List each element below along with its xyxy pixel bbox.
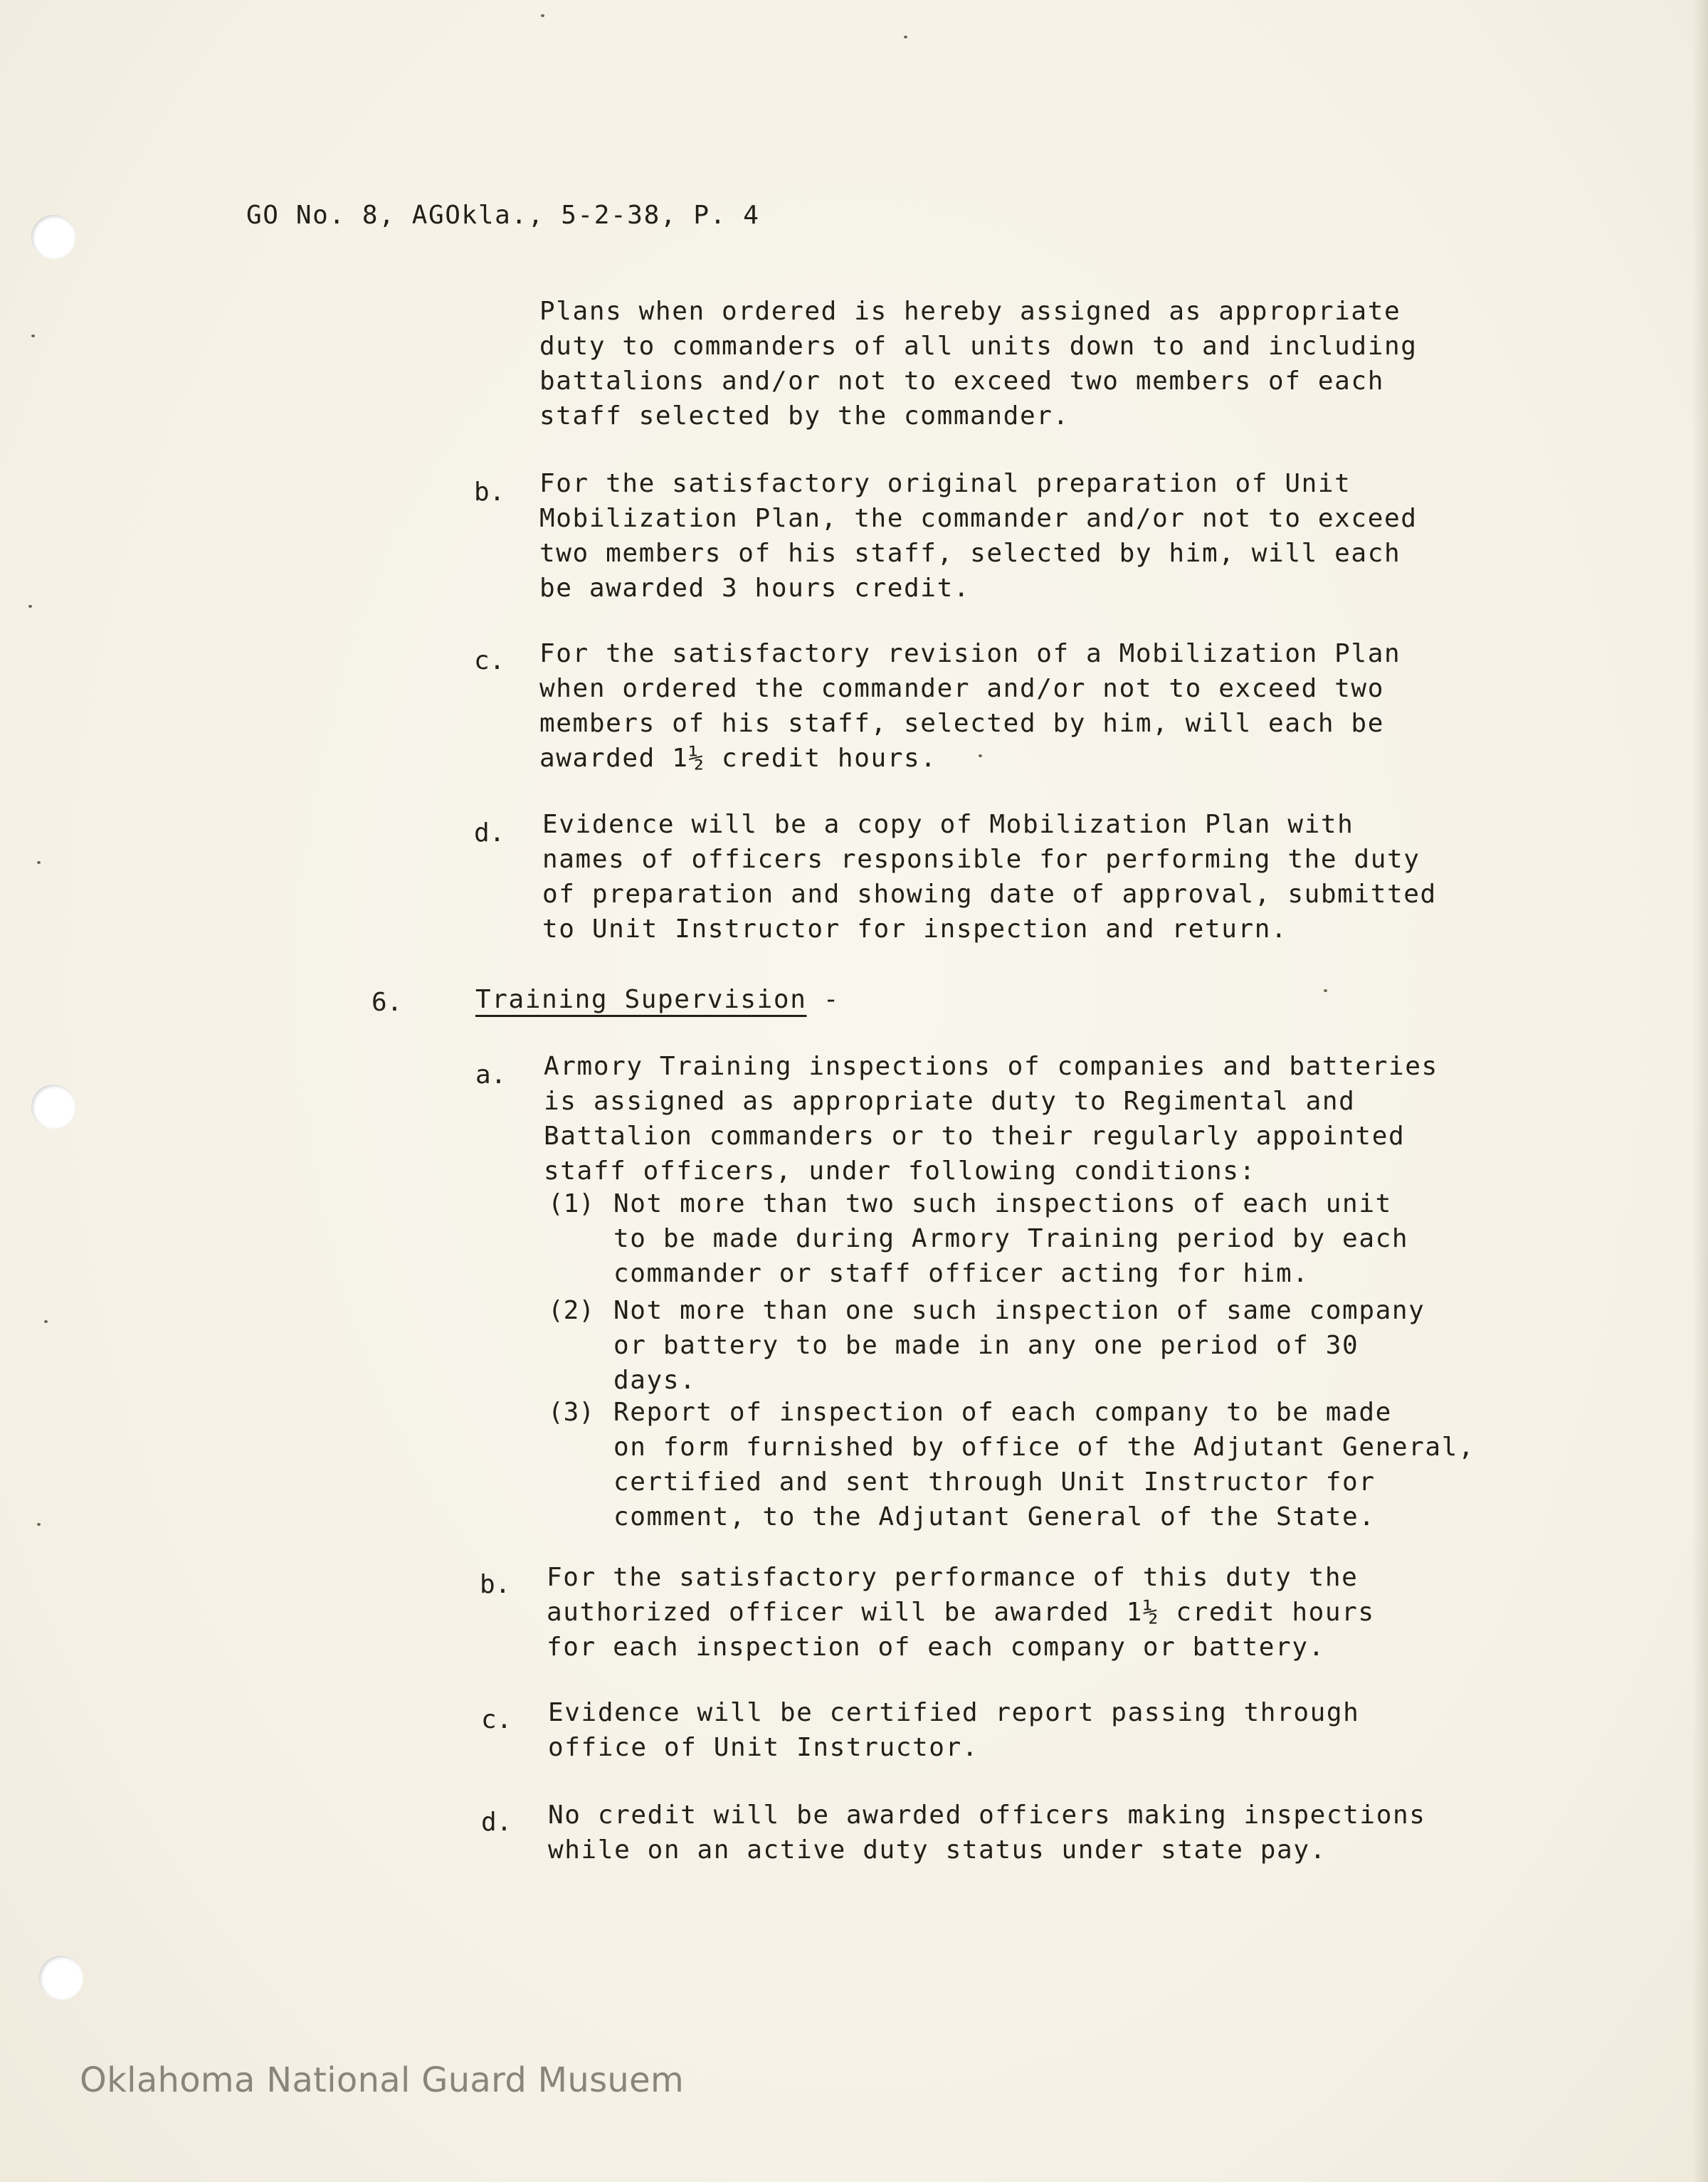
text-line: two members of his staff, selected by him, will each <box>539 539 1401 568</box>
text-line: No credit will be awarded officers making inspections <box>548 1801 1426 1830</box>
text-line: Armory Training inspections of companies and batteries <box>544 1052 1438 1081</box>
text-line: when ordered the commander and/or not to exceed two <box>539 674 1384 703</box>
item-6d-text <box>548 1798 1426 1867</box>
text-line: Mobilization Plan, the commander and/or not to exceed <box>539 504 1418 533</box>
text-line: For the satisfactory revision of a Mobilization Plan <box>539 639 1401 668</box>
text-line: staff selected by the commander. <box>539 401 1070 431</box>
text-line: to Unit Instructor for inspection and return. <box>542 915 1288 944</box>
item-5c-label: c. <box>474 646 505 675</box>
item-5c-text <box>539 636 1401 776</box>
text-line: on form furnished by office of the Adjutant General, <box>613 1433 1475 1462</box>
paper-speck <box>1324 989 1327 992</box>
item-6b-text <box>547 1560 1375 1665</box>
text-line: Plans when ordered is hereby assigned as appropriate <box>539 297 1401 326</box>
section-6-title: Training Supervision <box>475 985 807 1014</box>
text-line: Evidence will be a copy of Mobilization Plan with <box>542 810 1354 839</box>
paper-speck <box>979 754 982 757</box>
condition-2-text <box>613 1293 1425 1398</box>
item-5b-text <box>539 466 1418 606</box>
paper-speck <box>541 14 544 17</box>
text-line: staff officers, under following conditions: <box>544 1156 1256 1186</box>
text-line: Evidence will be certified report passing through <box>548 1698 1360 1727</box>
condition-1-text <box>613 1186 1408 1291</box>
text-line: be awarded 3 hours credit. <box>539 574 971 603</box>
text-line: comment, to the Adjutant General of the State. <box>613 1502 1376 1532</box>
item-5b-label: b. <box>474 478 505 507</box>
paper-speck <box>28 605 32 608</box>
page-edge-shadow <box>1692 0 1708 2182</box>
text-line: Not more than two such inspections of each unit <box>613 1189 1392 1218</box>
museum-watermark: Oklahoma National Guard Musuem <box>80 2060 685 2100</box>
text-line: battalions and/or not to exceed two members of each <box>539 367 1384 396</box>
text-line: for each inspection of each company or battery. <box>547 1633 1325 1662</box>
binder-hole-bottom <box>39 1956 83 2000</box>
item-5d-text <box>542 807 1437 947</box>
text-line: duty to commanders of all units down to and including <box>539 332 1418 361</box>
item-6d-label: d. <box>481 1808 512 1837</box>
item-6a-label: a. <box>475 1060 507 1090</box>
section-6-number: 6. <box>371 988 403 1017</box>
text-line: members of his staff, selected by him, will each be <box>539 709 1384 738</box>
item-6c-text <box>548 1695 1359 1765</box>
text-line: is assigned as appropriate duty to Regimental and <box>544 1087 1356 1116</box>
paper-speck <box>44 1320 48 1323</box>
text-line: or battery to be made in any one period of 30 <box>613 1331 1359 1360</box>
text-line: Report of inspection of each company to be made <box>613 1398 1392 1427</box>
text-line: to be made during Armory Training period by each <box>613 1224 1409 1253</box>
condition-3-text <box>613 1395 1475 1534</box>
text-line: commander or staff officer acting for him. <box>613 1259 1309 1288</box>
section-6-heading <box>475 982 840 1017</box>
page-header: GO No. 8, AGOkla., 5-2-38, P. 4 <box>246 201 760 230</box>
paper-speck <box>31 334 35 337</box>
text-line: Battalion commanders or to their regularly appointed <box>544 1122 1406 1151</box>
condition-3-label: (3) <box>548 1398 595 1427</box>
paper-speck <box>37 1523 41 1526</box>
text-line: For the satisfactory performance of this duty the <box>547 1563 1359 1592</box>
item-6c-label: c. <box>481 1705 512 1734</box>
binder-hole-middle <box>31 1085 75 1129</box>
text-line: names of officers responsible for performing the duty <box>542 845 1420 874</box>
continuation-paragraph <box>539 294 1418 433</box>
text-line: office of Unit Instructor. <box>548 1733 979 1762</box>
condition-2-label: (2) <box>548 1296 595 1325</box>
item-6a-text <box>544 1049 1438 1188</box>
item-5d-label: d. <box>474 818 505 848</box>
paper-speck <box>904 36 907 38</box>
text-line: For the satisfactory original preparation of Unit <box>539 469 1351 498</box>
text-line: certified and sent through Unit Instructor for <box>613 1467 1376 1497</box>
item-6b-label: b. <box>480 1570 511 1599</box>
text-line: Not more than one such inspection of same company <box>613 1296 1425 1325</box>
paper-speck <box>37 861 41 864</box>
text-line: of preparation and showing date of approval, submitted <box>542 880 1437 909</box>
binder-hole-top <box>31 215 75 259</box>
section-6-dash: - <box>806 985 840 1014</box>
condition-1-label: (1) <box>548 1189 595 1218</box>
text-line: while on an active duty status under state pay. <box>548 1835 1327 1865</box>
text-line: awarded 1½ credit hours. <box>539 744 937 773</box>
text-line: days. <box>613 1366 697 1395</box>
text-line: authorized officer will be awarded 1½ credit hours <box>547 1598 1375 1627</box>
